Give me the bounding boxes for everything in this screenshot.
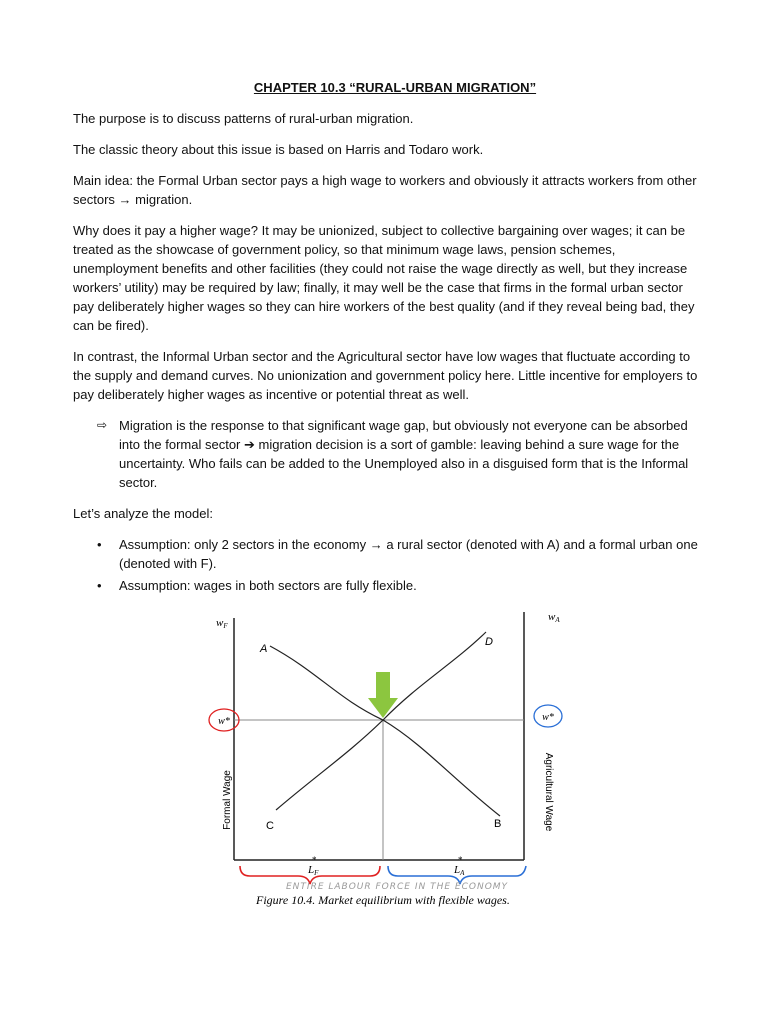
labor-agri-label: LA bbox=[454, 864, 465, 877]
labor-agri-star: * bbox=[458, 855, 463, 865]
curve-C-to-D bbox=[276, 632, 486, 810]
left-axis-symbol: wF bbox=[216, 617, 228, 630]
wage-star-left: w* bbox=[218, 716, 230, 727]
document-body bbox=[73, 80, 703, 598]
curve-label-A: A bbox=[260, 643, 268, 655]
paragraph-classic-theory: The classic theory about this issue is based on Harris and Todaro work. bbox=[73, 142, 484, 157]
analyze-intro: Let’s analyze the model: bbox=[73, 506, 213, 521]
curve-A-to-B bbox=[270, 646, 500, 816]
labor-formal-label: LF bbox=[308, 864, 319, 877]
list-item bbox=[73, 535, 703, 573]
paragraph-main-idea: Main idea: the Formal Urban sector pays a high wage to workers and obviously it attracts workers from other sectors → migration. bbox=[73, 173, 697, 207]
curve-label-B: B bbox=[494, 818, 502, 830]
list-item-text: Assumption: wages in both sectors are fully flexible. bbox=[119, 578, 417, 593]
migration-point bbox=[73, 416, 703, 492]
handwritten-note: ENTIRE LABOUR FORCE IN THE ECONOMY bbox=[286, 882, 509, 892]
list-item-text: Assumption: only 2 sectors in the economy → a rural sector (denoted with A) and a formal urban one (denoted with F). bbox=[119, 537, 698, 571]
left-axis-label: Formal Wage bbox=[222, 770, 233, 830]
arrow-bullet-icon: ⇨ bbox=[97, 418, 108, 432]
migration-point-text: Migration is the response to that significant wage gap, but obviously not everyone can be absorbed into the formal sector ➔ migration decision is a sort of gamble: leaving behind a sure wage for the uncertainty. Who fails can be added to the Unemployed also in a disguised form that is the Informal sector. bbox=[119, 418, 689, 490]
paragraph-informal-contrast: In contrast, the Informal Urban sector and the Agricultural sector have low wages that fluctuate according to the supply and demand curves. No unionization and government policy here. Little incentive for employers to pay deliberately higher wages as incentive or potential threat as well. bbox=[73, 349, 698, 402]
bullet-icon: • bbox=[97, 537, 102, 552]
figure-caption: Figure 10.4. Market equilibrium with flexible wages. bbox=[256, 893, 510, 907]
right-axis-label: Agricultural Wage bbox=[543, 752, 554, 832]
paragraph-purpose: The purpose is to discuss patterns of rural-urban migration. bbox=[73, 111, 414, 126]
equilibrium-arrow-icon bbox=[368, 672, 398, 718]
labor-formal-star: * bbox=[312, 855, 317, 865]
list-item bbox=[73, 576, 703, 595]
paragraph-higher-wage: Why does it pay a higher wage? It may be unionized, subject to collective bargaining over wages; it can be treated as the showcase of government policy, so that minimum wage laws, pension schemes, unemployment benefits and other facilities (they could not raise the wage directly as well, but they increase workers’ utility) may be required by law; finally, it may well be the case that firms in the formal urban sector pay deliberately higher wages so they can hire workers of the best quality (and if they reveal being bad, they can be fired). bbox=[73, 223, 695, 333]
curve-label-D: D bbox=[485, 636, 493, 648]
chapter-title: CHAPTER 10.3 “RURAL-URBAN MIGRATION” bbox=[253, 80, 537, 95]
figure-market-equilibrium bbox=[198, 604, 578, 910]
bullet-icon: • bbox=[97, 578, 102, 593]
assumption-list bbox=[73, 535, 703, 595]
right-axis-symbol: wA bbox=[548, 611, 560, 624]
wage-star-right: w* bbox=[542, 712, 554, 723]
curve-label-C: C bbox=[266, 820, 274, 832]
